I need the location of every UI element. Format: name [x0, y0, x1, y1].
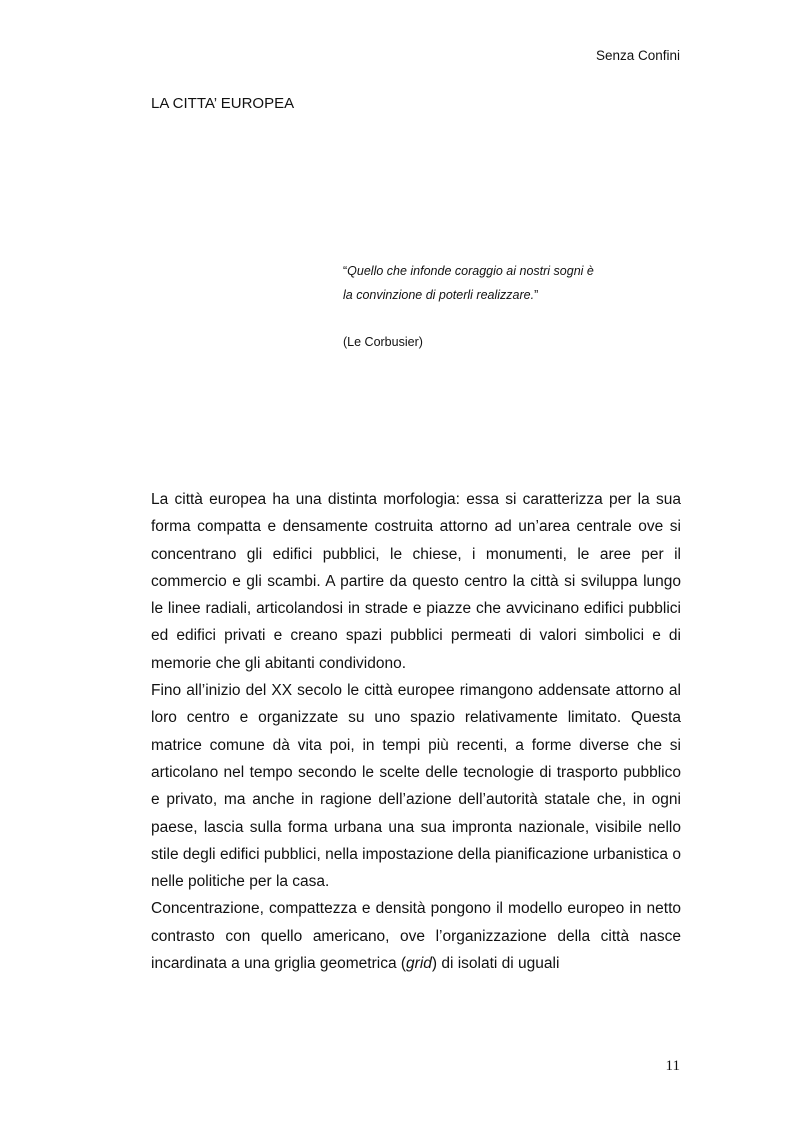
- epigraph-attribution: (Le Corbusier): [343, 335, 423, 349]
- epigraph-line-2: [343, 283, 594, 307]
- epigraph-open-quote: “: [343, 264, 348, 278]
- paragraph-1: La città europea ha una distinta morfologia: essa si caratterizza per la sua forma compatta e densamente costruita attorno ad un’area centrale ove si concentrano gli edifici pubblici, le chiese, i monumenti, le aree per il commercio e gli scambi. A partire da questo centro la città si sviluppa lungo le linee radiali, articolandosi in strade e piazze che avvicinano edifici pubblici ed edifici privati e creano spazi pubblici permeati di valori simbolici e di memorie che gli abitanti condividono.: [151, 491, 681, 672]
- paragraph-3-end: ) di isolati di uguali: [431, 955, 560, 973]
- epigraph-text-2: la convinzione di poterli realizzare.: [343, 288, 535, 302]
- body-text: [151, 486, 681, 977]
- chapter-title: LA CITTA’ EUROPEA: [151, 95, 295, 112]
- epigraph: [343, 259, 594, 354]
- paragraph-2: Fino all’inizio del XX secolo le città europee rimangono addensate attorno al loro centro e organizzate su uno spazio relativamente limitato. Questa matrice comune dà vita poi, in tempi più recenti, a forme diverse che si articolano nel tempo secondo le scelte delle tecnologie di trasporto pubblico e privato, ma anche in ragione dell’azione dell’autorità statale che, in ogni paese, lascia sulla forma urbana una sua impronta nazionale, visibile nello stile degli edifici pubblici, nella impostazione della pianificazione urbanistica o nelle politiche per la casa.: [151, 682, 681, 891]
- running-header: Senza Confini: [595, 48, 680, 63]
- paragraph-3-emphasis: grid: [406, 955, 432, 973]
- page-number: 11: [665, 1058, 680, 1074]
- epigraph-close-quote: ”: [534, 288, 539, 302]
- epigraph-line-1: [343, 259, 594, 283]
- paragraph-3-start: Concentrazione, compattezza e densità pongono il modello europeo in netto contrasto con quello americano, ove l’organizzazione della città nasce incardinata a una griglia geometrica (: [151, 900, 681, 973]
- paragraph-3: [151, 895, 681, 977]
- epigraph-text-1: Quello che infonde coraggio ai nostri sogni è: [347, 264, 594, 278]
